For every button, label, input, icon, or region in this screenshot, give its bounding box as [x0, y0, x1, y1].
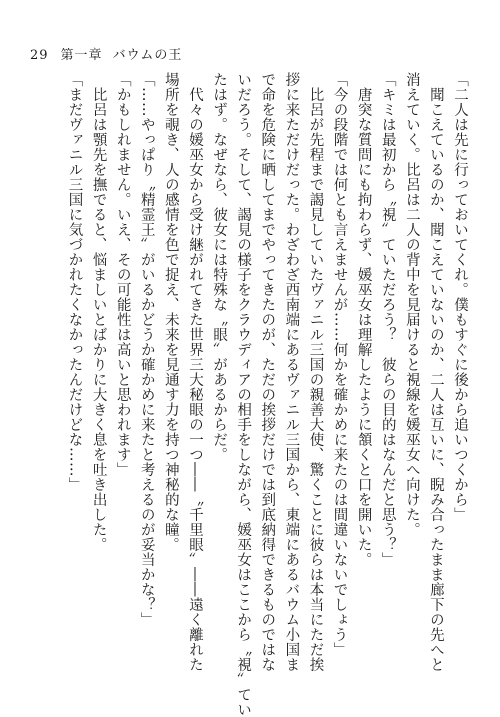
text-line: 比呂が先程まで謁見していたヴァニル三国の親善大使、驚くことに彼らは本当にただ挨: [307, 72, 324, 672]
text-line: 「今の段階では何とも言えませんが……何かを確かめに来たのは間違いないでしょう」: [331, 72, 348, 657]
text-line: 拶に来ただけだった。わざわざ西南端にあるヴァニル三国から、東端にあるバウム小国ま: [283, 72, 300, 672]
text-line: 「かもしれません。いえ、その可能性は高いと思われます」: [114, 72, 131, 477]
text-line: 「二人は先に行っておいてくれ。僕もすぐに後から追いつくから」: [452, 72, 468, 522]
text-line: で命を危険に晒してまでやってきたのが、ただの挨拶だけでは到底納得できるものではな: [259, 72, 276, 672]
running-header: [30, 44, 182, 63]
text-line: 聞こえているのか、聞こえていないのか、二人は互いに、睨み合ったまま廊下の先へと: [427, 72, 444, 672]
text-line: 場所を覗き、人の感情を色で捉え、未来を見通す力を持つ神秘的な瞳。: [162, 72, 179, 552]
chapter-label: 第一章: [60, 48, 103, 63]
text-line: 「……やっぱり〝精霊王〟がいるかどうか確かめに来たと考えるのが妥当かな？」: [138, 72, 155, 627]
text-line: 「まだヴァニル三国に気づかれたくなかったんだけどな……」: [66, 72, 83, 492]
chapter-title: バウムの王: [112, 48, 183, 63]
text-line: 唐突な質問にも拘わらず、媛巫女は理解したように頷くと口を開いた。: [355, 72, 372, 567]
vertical-body-text: [20, 72, 472, 717]
text-line: 消えていく。比呂は二人の背中を見届けると視線を媛巫女へ向けた。: [403, 72, 420, 537]
text-line: 代々の媛巫女から受け継がれてきた世界三大秘眼の一つ――〝千里眼〟――遠く離れた: [186, 72, 203, 672]
text-line: いだろう。そして、謁見の様子をクラウディアの相手をしながら、媛巫女はここから〝視〟てい: [235, 72, 252, 717]
text-line: 比呂は顎先を撫でると、悩ましいとばかりに大きく息を吐き出した。: [90, 72, 107, 552]
text-line: たはず。なぜなら、彼女には特殊な〝眼〟があるからだ。: [211, 72, 228, 462]
page-number: 29: [30, 48, 49, 63]
text-line: 「キミは最初から〝視〟ていただろう？ 彼らの目的はなんだと思う？」: [379, 72, 396, 567]
